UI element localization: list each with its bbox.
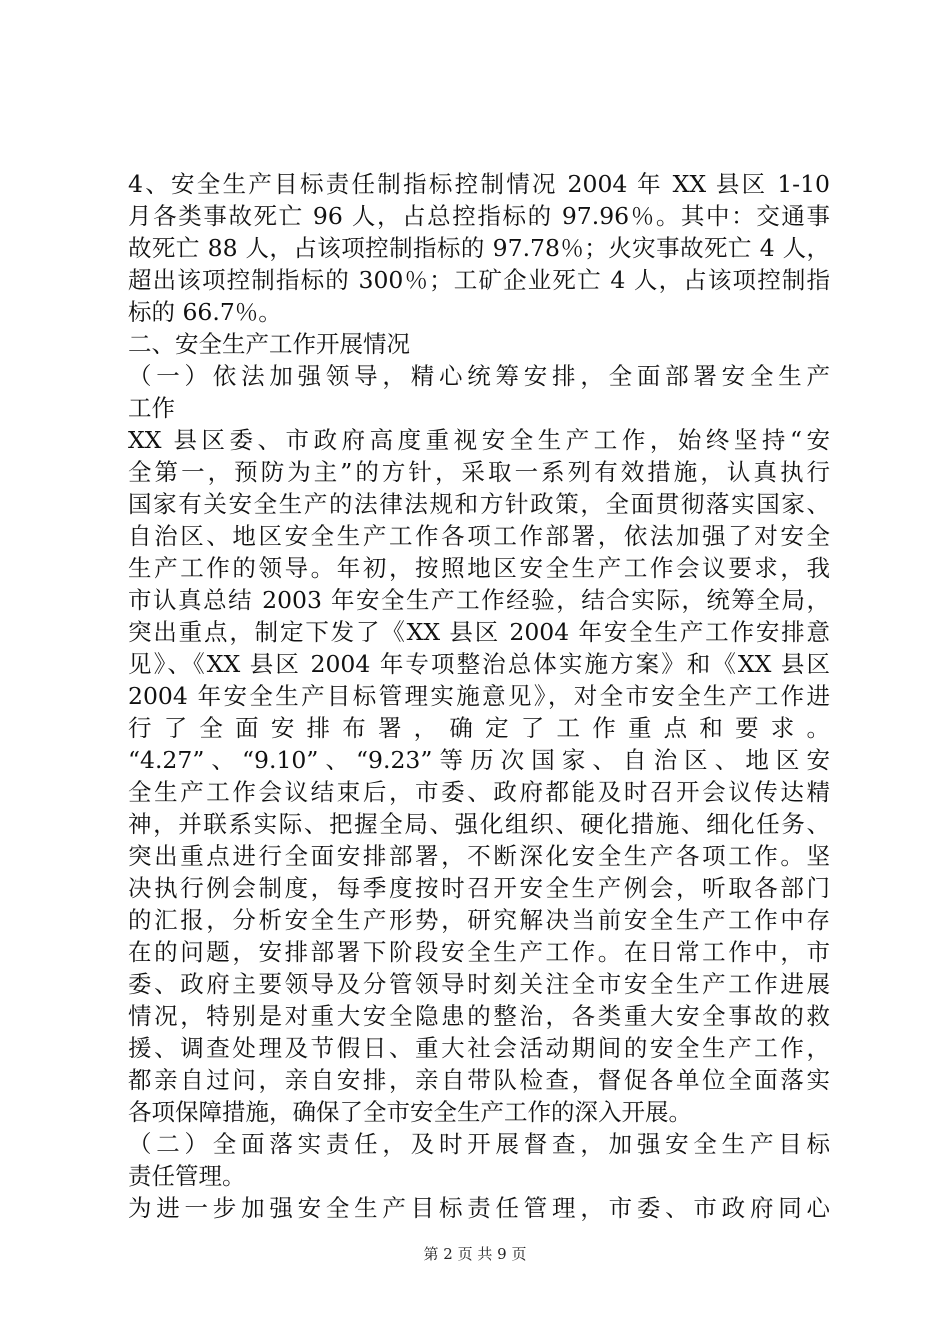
- text-line: 都亲自过问，亲自安排，亲自带队检查，督促各单位全面落实: [128, 1066, 830, 1094]
- text-line: 标的 66.7％。: [128, 298, 282, 326]
- text-line: “4.27”、“9.10”、“9.23”等历次国家、自治区、地区安: [128, 746, 830, 774]
- text-line: 突出重点，制定下发了《XX 县区 2004 年安全生产工作安排意: [128, 618, 830, 646]
- text-line: 神，并联系实际、把握全局、强化组织、硬化措施、细化任务、: [128, 810, 830, 838]
- subsection-heading-cont: 责任管理。: [128, 1162, 246, 1190]
- text-line: 为进一步加强安全生产目标责任管理，市委、市政府同心: [128, 1194, 830, 1222]
- page-footer: 第 2 页 共 9 页: [423, 1245, 527, 1263]
- subsection-heading: （二）全面落实责任，及时开展督查，加强安全生产目标: [128, 1130, 830, 1158]
- text-line: 的汇报，分析安全生产形势，研究解决当前安全生产工作中存: [128, 906, 830, 934]
- text-line: XX 县区委、市政府高度重视安全生产工作，始终坚持“安: [128, 426, 830, 454]
- text-line: 委、政府主要领导及分管领导时刻关注全市安全生产工作进展: [128, 970, 830, 998]
- text-line: 全生产工作会议结束后，市委、政府都能及时召开会议传达精: [128, 778, 830, 806]
- document-body: [128, 168, 830, 1224]
- section-heading: 二、安全生产工作开展情况: [128, 330, 410, 358]
- text-line: 4、安全生产目标责任制指标控制情况 2004 年 XX 县区 1-10: [128, 170, 830, 198]
- text-line: 生产工作的领导。年初，按照地区安全生产工作会议要求，我: [128, 554, 830, 582]
- text-line: 情况，特别是对重大安全隐患的整治，各类重大安全事故的救: [128, 1002, 830, 1030]
- text-line: 国家有关安全生产的法律法规和方针政策，全面贯彻落实国家、: [128, 490, 830, 518]
- subsection-heading-cont: 工作: [128, 394, 175, 422]
- text-line: 自治区、地区安全生产工作各项工作部署，依法加强了对安全: [128, 522, 830, 550]
- text-line: 各项保障措施，确保了全市安全生产工作的深入开展。: [128, 1098, 692, 1126]
- text-line: 援、调查处理及节假日、重大社会活动期间的安全生产工作，: [128, 1034, 830, 1062]
- text-line: 超出该项控制指标的 300％；工矿企业死亡 4 人，占该项控制指: [128, 266, 830, 294]
- text-line: 决执行例会制度，每季度按时召开安全生产例会，听取各部门: [128, 874, 830, 902]
- text-line: 月各类事故死亡 96 人，占总控指标的 97.96％。其中：交通事: [128, 202, 830, 230]
- text-line: 故死亡 88 人，占该项控制指标的 97.78％；火灾事故死亡 4 人，: [128, 234, 830, 262]
- text-line: 行 了 全 面 安 排 布 署 ， 确 定 了 工 作 重 点 和 要 求 。: [128, 714, 830, 742]
- text-line: 全第一，预防为主”的方针，采取一系列有效措施，认真执行: [128, 458, 830, 486]
- text-line: 在的问题，安排部署下阶段安全生产工作。在日常工作中，市: [128, 938, 830, 966]
- text-line: 2004 年安全生产目标管理实施意见》，对全市安全生产工作进: [128, 682, 830, 710]
- text-line: 市认真总结 2003 年安全生产工作经验，结合实际，统筹全局，: [128, 586, 830, 614]
- text-line: 见》、《XX 县区 2004 年专项整治总体实施方案》和《XX 县区: [128, 650, 830, 678]
- subsection-heading: （一）依法加强领导，精心统筹安排，全面部署安全生产: [128, 362, 830, 390]
- text-line: 突出重点进行全面安排部署，不断深化安全生产各项工作。坚: [128, 842, 830, 870]
